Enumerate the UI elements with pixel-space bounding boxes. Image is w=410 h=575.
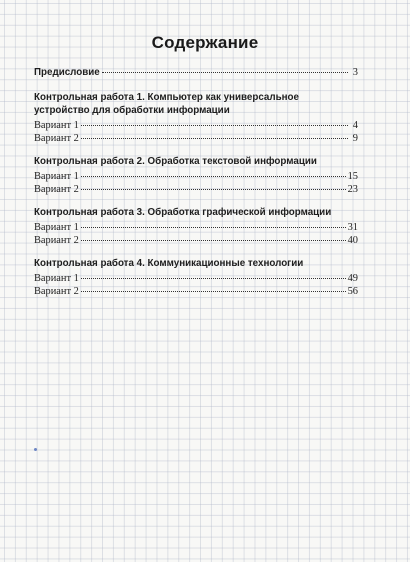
toc-entry-variant [34,120,358,133]
toc-entry-label: Вариант 2 [34,184,79,195]
toc-entry-preface [34,67,358,80]
section-title: Контрольная работа 1. Компьютер как универсальное [34,91,299,103]
dot-leader [81,240,346,241]
toc-page-number: 49 [347,272,358,284]
toc-page-number: 23 [347,184,358,195]
toc-section-1 [34,91,358,146]
dot-leader [81,138,348,139]
toc-section-4 [34,257,358,299]
toc-entry-label: Вариант 2 [34,286,79,297]
toc-entry-label: Вариант 2 [34,235,79,246]
toc-page-number: 9 [352,133,358,144]
toc-page-number: 40 [347,235,358,246]
toc-page-number: 4 [352,119,358,131]
table-of-contents [34,67,358,299]
toc-entry-label: Вариант 2 [34,133,79,144]
section-title: Контрольная работа 4. Коммуникационные технологии [34,257,304,269]
toc-page-number: 56 [347,286,358,297]
toc-entry-label: Предисловие [34,67,100,78]
toc-page-number: 31 [347,221,358,233]
toc-entry-variant [34,273,358,286]
ink-dot [34,448,37,451]
toc-entry-label: Вариант 1 [34,272,79,284]
toc-section-2 [34,155,358,197]
dot-leader [102,72,348,73]
page-bottom-margin [0,562,410,575]
section-title: Контрольная работа 2. Обработка текстовой информации [34,155,317,167]
toc-entry-variant [34,184,358,197]
section-title-continued: устройство для обработки информации [34,104,230,116]
toc-entry-variant [34,171,358,184]
toc-entry-label: Вариант 1 [34,170,79,182]
toc-entry-label: Вариант 1 [34,221,79,233]
dot-leader [81,291,346,292]
toc-entry-variant [34,286,358,299]
toc-section-3 [34,206,358,248]
page-title: Содержание [151,33,259,52]
toc-entry-variant [34,133,358,146]
toc-entry-label: Вариант 1 [34,119,79,131]
dot-leader [81,227,346,228]
dot-leader [81,176,346,177]
toc-page-number: 3 [352,67,358,78]
section-title: Контрольная работа 3. Обработка графической информации [34,206,332,218]
dot-leader [81,125,348,126]
toc-page-number: 15 [347,170,358,182]
dot-leader [81,278,346,279]
toc-entry-variant [34,222,358,235]
dot-leader [81,189,346,190]
toc-entry-variant [34,235,358,248]
